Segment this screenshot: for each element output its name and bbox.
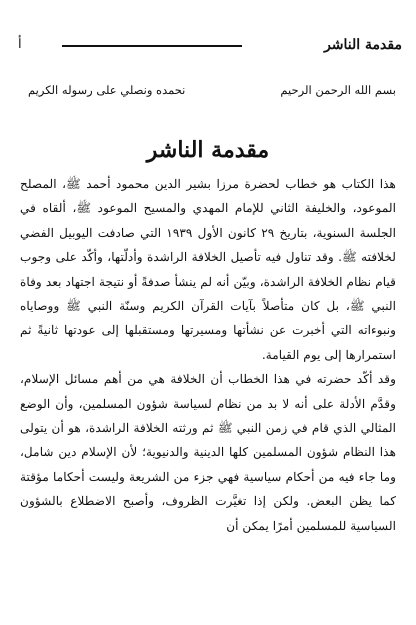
praise-line: نحمده ونصلي على رسوله الكريم — [28, 83, 186, 97]
page-number: أ — [18, 37, 22, 52]
page-header — [14, 34, 402, 56]
paragraph: هذا الكتاب هو خطاب لحضرة مرزا بشير الدين محمود أحمد ﷺ، المصلح الموعود، والخليفة الثاني للإمام المهدي والمسيح الموعود ﷺ، ألقاه في الجلسة السنوية، بتاريخ ٢٩ كانون الأول ١٩٣٩ التي صادفت اليوبيل الفضي لخلافته ﷺ. وقد تناول فيه تأصيل الخلافة الراشدة وأدلّتها، وأكّد على وجوب قيام نظام الخلافة الراشدة، وبيّن أنه لم ينشأ صدفةً أو نتيجة اجتهاد بعد وفاة النبي ﷺ، بل كان متأصلاً بآيات القرآن الكريم وسنّة النبي ﷺ ووصاياه ونبوءاته التي أخبرت عن نشأتها ومسيرتها ومستقبلها إلى عودتها ثانيةً ثم استمرارها إلى يوم القيامة. — [20, 177, 396, 362]
basmala: بسم الله الرحمن الرحيم — [280, 83, 396, 97]
paragraph: وقد أكّد حضرته في هذا الخطاب أن الخلافة هي من أهم مسائل الإسلام، وقدَّم الأدلة على أنه لا بد من نظام لسياسة شؤون المسلمين، وأن الوضع المثالي الذي قام في زمن النبي ﷺ ثم ورثته الخلافة الراشدة، هو أن يتولى هذا النظام شؤون المسلمين كلها الدينية والدنيوية؛ لأن الإسلام دين شامل، وما جاء فيه من أحكام سياسية فهي جزء من الشريعة وليست أحكاما مؤقتة كما يظن البعض. ولكن إذا تغيَّرت الظروف، وأصبح الاضطلاع بالشؤون السياسية للمسلمين أمرًا يمكن أن — [20, 372, 396, 533]
header-rule — [62, 45, 242, 47]
body-text — [20, 172, 396, 538]
running-title: مقدمة الناشر — [324, 37, 402, 53]
opening-invocation — [28, 80, 396, 100]
page-title: مقدمة الناشر — [146, 136, 270, 163]
